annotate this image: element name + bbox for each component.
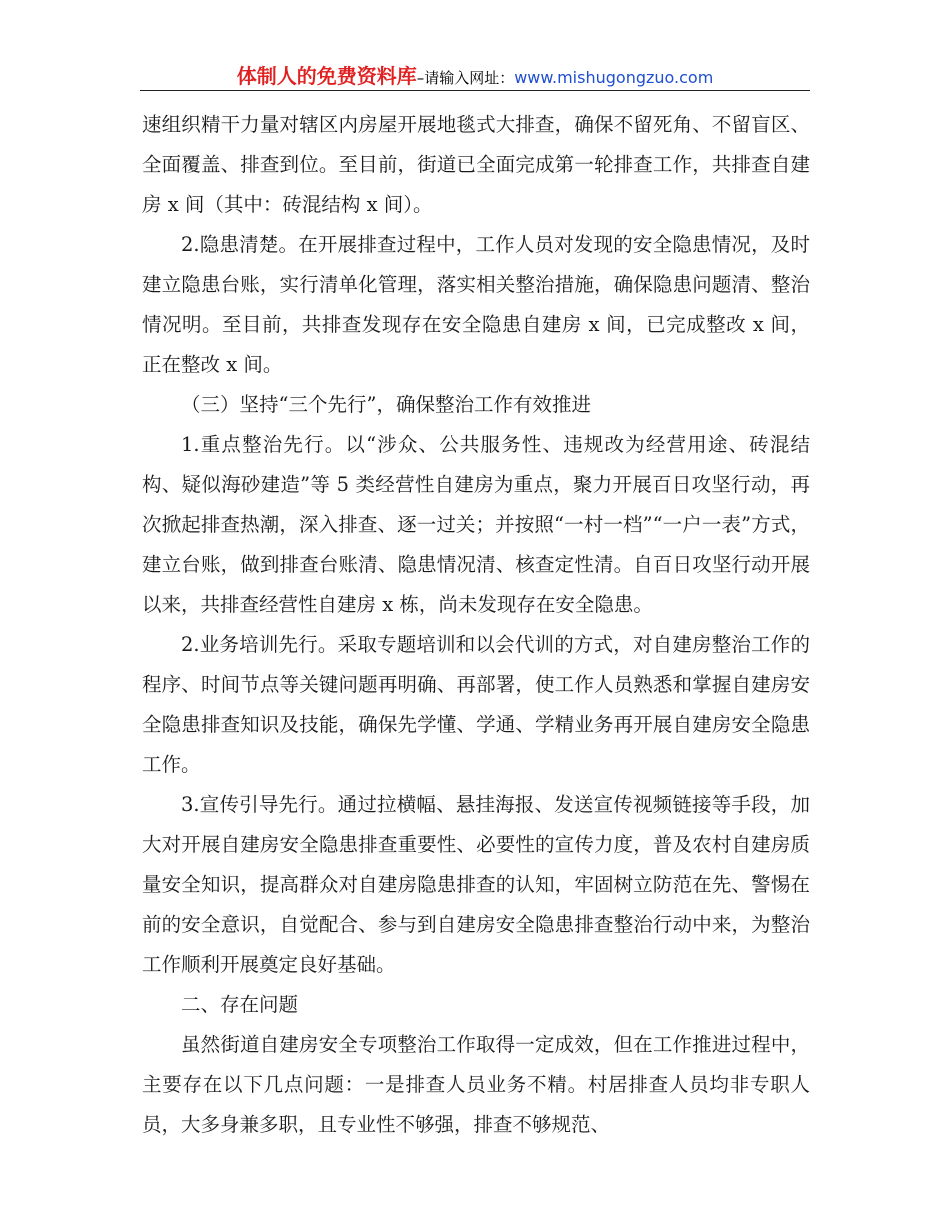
paragraph-continued: 速组织精干力量对辖区内房屋开展地毯式大排查，确保不留死角、不留盲区、全面覆盖、排查到位。至目前，街道已全面完成第一轮排查工作，共排查自建房 x 间（其中：砖混结构 x 间）。 [142, 113, 810, 216]
paragraph-hidden-hazards: 2.隐患清楚。在开展排查过程中，工作人员对发现的安全隐患情况，及时建立隐患台账，实行清单化管理，落实相关整治措施，确保隐患问题清、整治情况明。至目前，共排查发现存在安全隐患自建房 x 间，已完成整改 x 间，正在整改 x 间。 [142, 233, 810, 376]
url-prompt: –请输入网址： [416, 69, 515, 87]
paragraph-training: 2.业务培训先行。采取专题培训和以会代训的方式，对自建房整治工作的程序、时间节点等关键问题再明确、再部署，使工作人员熟悉和掌握自建房安全隐患排查知识及技能，确保先学懂、学通、学精业务再开展自建房安全隐患工作。 [142, 633, 810, 776]
site-url-link[interactable]: www.mishugongzuo.com [514, 68, 714, 87]
paragraph-problems: 虽然街道自建房安全专项整治工作取得一定成效，但在工作推进过程中，主要存在以下几点问题：一是排查人员业务不精。村居排查人员均非专职人员，大多身兼多职，且专业性不够强，排查不够规范、 [142, 1033, 810, 1136]
paragraph-key-rectification: 1.重点整治先行。以“涉众、公共服务性、违规改为经营用途、砖混结构、疑似海砂建造”等 5 类经营性自建房为重点，聚力开展百日攻坚行动，再次掀起排查热潮，深入排查、逐一过关；并按照“一村一档”“一户一表”方式，建立台账，做到排查台账清、隐患情况清、核查定性清。自百日攻坚行动开展以来，共排查经营性自建房 x 栋，尚未发现存在安全隐患。 [142, 433, 810, 616]
section-heading-three-firsts: （三）坚持“三个先行”，确保整治工作有效推进 [181, 393, 591, 416]
page-header [140, 60, 810, 91]
paragraph-publicity: 3.宣传引导先行。通过拉横幅、悬挂海报、发送宣传视频链接等手段，加大对开展自建房安全隐患排查重要性、必要性的宣传力度，普及农村自建房质量安全知识，提高群众对自建房隐患排查的认知，牢固树立防范在先、警惕在前的安全意识，自觉配合、参与到自建房安全隐患排查整治行动中来，为整治工作顺利开展奠定良好基础。 [142, 793, 810, 976]
site-brand: 体制人的免费资料库 [236, 64, 417, 88]
section-heading-problems: 二、存在问题 [181, 993, 299, 1016]
document-body [142, 105, 810, 1145]
